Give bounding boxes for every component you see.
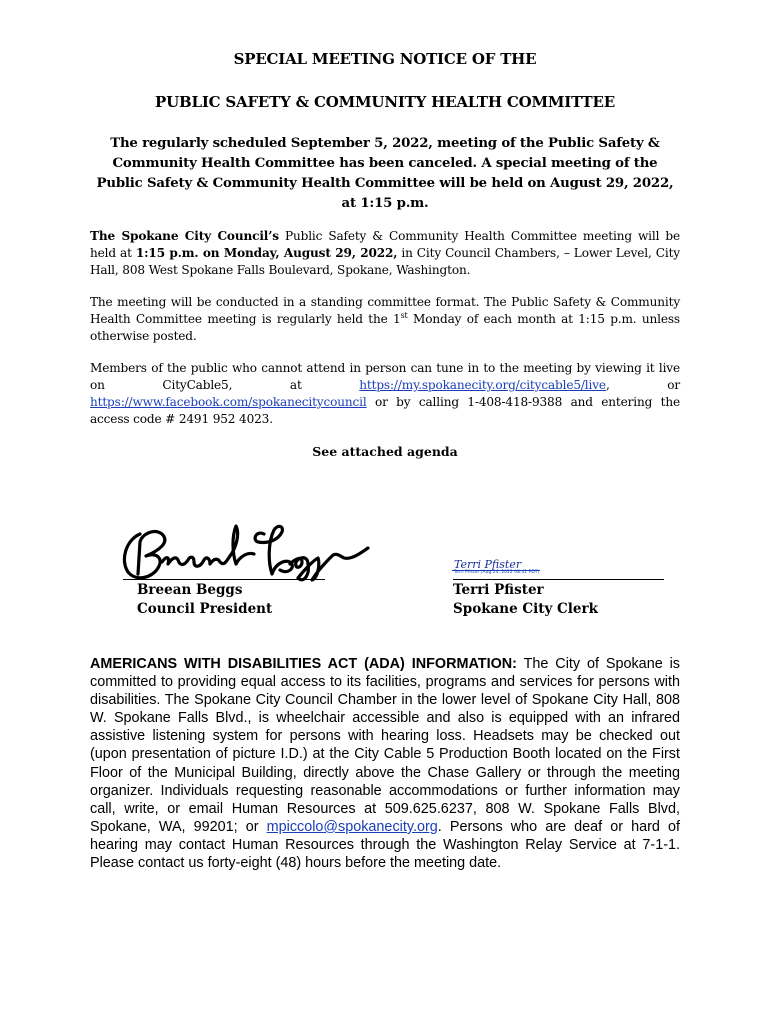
signature-line-clerk: [453, 579, 664, 580]
signatory-name: Terri Pfister: [453, 582, 544, 598]
esign-timestamp: Terri Pfister (Aug 24, 2022 08:41 PDT): [454, 570, 540, 575]
notice-title-line2: PUBLIC SAFETY & COMMUNITY HEALTH COMMITTEE: [155, 93, 615, 111]
signatory-title: Spokane City Clerk: [453, 601, 598, 617]
hr-email-link[interactable]: mpiccolo@spokanecity.org: [266, 818, 438, 835]
council-name: The Spokane City Council’s: [90, 229, 279, 243]
esign-name: Terri Pfister: [454, 558, 522, 571]
meeting-format-paragraph: [90, 294, 680, 345]
attached-agenda-note: See attached agenda: [312, 444, 458, 459]
facebook-link[interactable]: https://www.facebook.com/spokanecitycouncil: [90, 395, 367, 409]
remote-viewing-paragraph: [90, 360, 680, 428]
ordinal-suffix: st: [400, 310, 408, 320]
signatory-president: [137, 581, 272, 619]
meeting-details-paragraph: [90, 228, 680, 279]
signatory-clerk: [453, 581, 598, 619]
citycable5-link[interactable]: https://my.spokanecity.org/citycable5/live: [359, 378, 606, 392]
signature-breean-beggs: [118, 512, 380, 584]
ada-information: [90, 655, 680, 872]
notice-title-line1: SPECIAL MEETING NOTICE OF THE: [233, 50, 537, 68]
ada-text1: The City of Spokane is committed to providing equal access to its facilities, programs and services for persons with disabilities. The Spokane City Council Chamber in the lower level of Spokane City Hall, 808 W. Spokane Falls Blvd., is wheelchair accessible and also is equipped with an infrared assistive listening system for persons with hearing loss. Headsets may be checked out (upon presentation of picture I.D.) at the City Cable 5 Production Booth located on the First Floor of the Municipal Building, directly above the Chase Gallery or through the meeting organizer. Individuals requesting reasonable accommodations or further information may call, write, or email Human Resources at 509.625.6237, 808 W. Spokane Falls Blvd, Spokane, WA, 99201; or: [90, 656, 680, 835]
signatory-name: Breean Beggs: [137, 582, 243, 598]
para1-text2: in City Council Chambers, – Lower Level, City Hall, 808 West Spokane Falls Boulevard, Spokane, Washington.: [90, 246, 680, 277]
cancellation-notice: The regularly scheduled September 5, 2022, meeting of the Public Safety & Community Health Committee has been canceled. A special meeting of the Public Safety & Community Health Committee will be held on August 29, 2022, at 1:15 p.m.: [96, 136, 674, 211]
para3-text1: Members of the public who cannot attend in person can tune in to the meeting by viewing it live on CityCable5, at: [90, 361, 680, 392]
signatory-title: Council President: [137, 601, 273, 617]
para1-text1: Public Safety & Community Health Committee meeting will be held at: [90, 229, 680, 260]
signature-line-president: [123, 579, 325, 580]
para3-text2: , or: [605, 378, 680, 392]
ada-heading: AMERICANS WITH DISABILITIES ACT (ADA) INFORMATION:: [90, 656, 517, 672]
para2-text1: The meeting will be conducted in a standing committee format. The Public Safety & Community Health Committee meeting is regularly held the 1: [90, 295, 680, 326]
ada-text2: . Persons who are deaf or hard of hearing may contact Human Resources through the Washington Relay Service at 7-1-1. Please contact us forty-eight (48) hours before the meeting date.: [90, 818, 680, 872]
para3-text3: or by calling 1-408-418-9388 and entering the access code # 2491 952 4023.: [90, 395, 680, 426]
meeting-time: 1:15 p.m. on Monday, August 29, 2022,: [135, 246, 398, 260]
para2-text2: Monday of each month at 1:15 p.m. unless otherwise posted.: [90, 312, 680, 343]
